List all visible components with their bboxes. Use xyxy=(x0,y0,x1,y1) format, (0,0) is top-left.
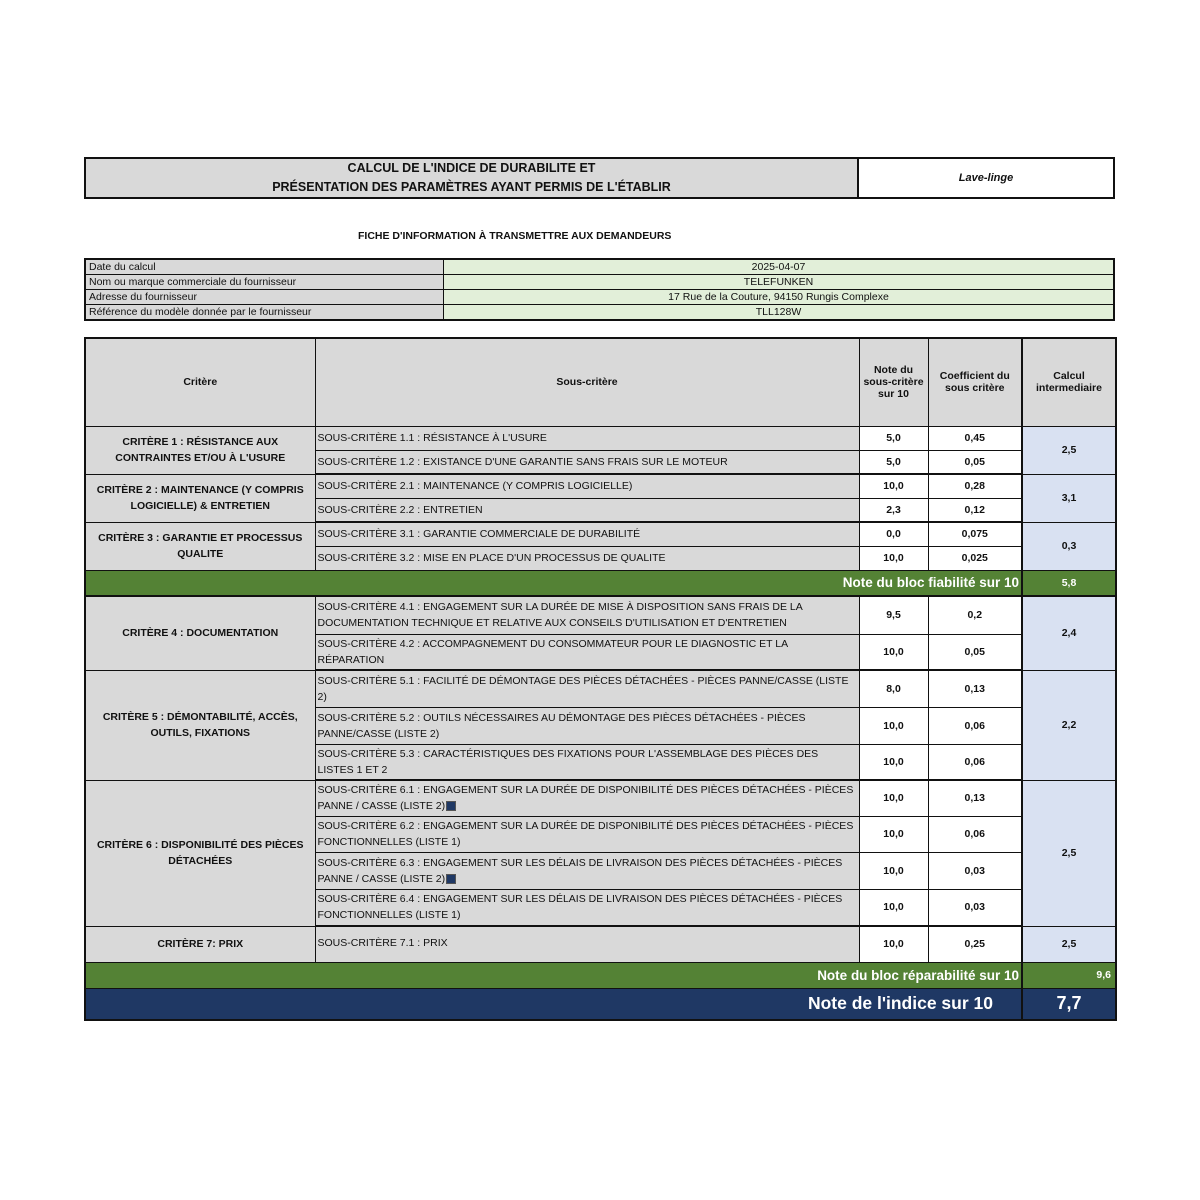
col-header-note: Note du sous-critère sur 10 xyxy=(859,338,928,426)
subcriterion-coef: 0,025 xyxy=(928,546,1022,570)
table-row xyxy=(85,596,1116,634)
criterion-label: CRITÈRE 6 : DISPONIBILITÉ DES PIÈCES DÉTACHÉES xyxy=(85,780,315,926)
col-header-sous-critere: Sous-critère xyxy=(315,338,859,426)
criterion-label: CRITÈRE 1 : RÉSISTANCE AUX CONTRAINTES ET/OU À L'USURE xyxy=(85,426,315,474)
col-header-calc: Calcul intermediaire xyxy=(1022,338,1116,426)
info-label: Adresse du fournisseur xyxy=(85,290,444,305)
subcriterion-coef: 0,28 xyxy=(928,474,1022,498)
subcriterion-coef: 0,45 xyxy=(928,426,1022,450)
info-row xyxy=(85,290,1114,305)
subcriterion-coef: 0,13 xyxy=(928,780,1022,816)
criterion-calc: 2,5 xyxy=(1022,780,1116,926)
subcriterion-coef: 0,03 xyxy=(928,889,1022,926)
subcriterion-note: 2,3 xyxy=(859,498,928,522)
final-score-row xyxy=(85,988,1116,1020)
subcriterion-note: 10,0 xyxy=(859,852,928,889)
embedded-object-icon xyxy=(446,874,456,884)
supplier-info-table xyxy=(84,258,1115,321)
info-row xyxy=(85,259,1114,275)
subcriterion-note: 10,0 xyxy=(859,474,928,498)
subcriterion-coef: 0,06 xyxy=(928,744,1022,780)
table-row xyxy=(85,426,1116,450)
subcriterion-note: 10,0 xyxy=(859,744,928,780)
info-row xyxy=(85,305,1114,321)
subcriterion-label: SOUS-CRITÈRE 6.3 : ENGAGEMENT SUR LES DÉLAIS DE LIVRAISON DES PIÈCES DÉTACHÉES - PIÈCES PANNE / CASSE (LISTE 2) xyxy=(317,856,843,885)
criterion-calc: 2,5 xyxy=(1022,926,1116,962)
subcriterion-note: 8,0 xyxy=(859,670,928,707)
column-header-row xyxy=(85,338,1116,426)
criterion-label: CRITÈRE 2 : MAINTENANCE (Y COMPRIS LOGICIELLE) & ENTRETIEN xyxy=(85,474,315,522)
subcriterion-coef: 0,12 xyxy=(928,498,1022,522)
subcriterion-label: SOUS-CRITÈRE 4.2 : ACCOMPAGNEMENT DU CONSOMMATEUR POUR LE DIAGNOSTIC ET LA RÉPARATION xyxy=(315,634,859,670)
criteria-table xyxy=(84,337,1117,1021)
info-label: Date du calcul xyxy=(85,259,444,275)
subcriterion-note: 10,0 xyxy=(859,546,928,570)
info-value: 2025-04-07 xyxy=(444,259,1115,275)
subcriterion-label: SOUS-CRITÈRE 3.1 : GARANTIE COMMERCIALE DE DURABILITÉ xyxy=(315,522,859,546)
subcriterion-note: 10,0 xyxy=(859,816,928,852)
info-label: Nom ou marque commerciale du fournisseur xyxy=(85,275,444,290)
title-line-2: PRÉSENTATION DES PARAMÈTRES AYANT PERMIS DE L'ÉTABLIR xyxy=(272,180,671,194)
final-score-label: Note de l'indice sur 10 xyxy=(85,988,1022,1020)
criterion-calc: 2,4 xyxy=(1022,596,1116,670)
subcriterion-coef: 0,03 xyxy=(928,852,1022,889)
subcriterion-label: SOUS-CRITÈRE 1.1 : RÉSISTANCE À L'USURE xyxy=(315,426,859,450)
document-header xyxy=(84,157,1115,199)
info-value: TLL128W xyxy=(444,305,1115,321)
subcriterion-note: 10,0 xyxy=(859,634,928,670)
embedded-object-icon xyxy=(446,801,456,811)
subcriterion-note: 0,0 xyxy=(859,522,928,546)
table-row xyxy=(85,474,1116,498)
document-title xyxy=(86,159,859,197)
subcriterion-note: 10,0 xyxy=(859,707,928,744)
block-reparabilite-label: Note du bloc réparabilité sur 10 xyxy=(85,962,1022,988)
subcriterion-coef: 0,25 xyxy=(928,926,1022,962)
criterion-calc: 2,5 xyxy=(1022,426,1116,474)
col-header-coef: Coefficient du sous critère xyxy=(928,338,1022,426)
subtitle: FICHE D'INFORMATION À TRANSMETTRE AUX DEMANDEURS xyxy=(358,230,672,242)
subcriterion-label: SOUS-CRITÈRE 2.2 : ENTRETIEN xyxy=(315,498,859,522)
subcriterion-label: SOUS-CRITÈRE 5.1 : FACILITÉ DE DÉMONTAGE DES PIÈCES DÉTACHÉES - PIÈCES PANNE/CASSE (LISTE 2) xyxy=(315,670,859,707)
info-row xyxy=(85,275,1114,290)
block-fiabilite-label: Note du bloc fiabilité sur 10 xyxy=(85,570,1022,596)
subcriterion-note: 9,5 xyxy=(859,596,928,634)
subcriterion-label: SOUS-CRITÈRE 1.2 : EXISTANCE D'UNE GARANTIE SANS FRAIS SUR LE MOTEUR xyxy=(315,450,859,474)
subcriterion-label: SOUS-CRITÈRE 2.1 : MAINTENANCE (Y COMPRIS LOGICIELLE) xyxy=(315,474,859,498)
subcriterion-note: 5,0 xyxy=(859,426,928,450)
subcriterion-coef: 0,06 xyxy=(928,816,1022,852)
table-row xyxy=(85,522,1116,546)
subcriterion-note: 5,0 xyxy=(859,450,928,474)
block-fiabilite-value: 5,8 xyxy=(1022,570,1116,596)
table-row xyxy=(85,670,1116,707)
info-value: TELEFUNKEN xyxy=(444,275,1115,290)
subcriterion-cell xyxy=(315,780,859,816)
criterion-calc: 0,3 xyxy=(1022,522,1116,570)
subcriterion-label: SOUS-CRITÈRE 4.1 : ENGAGEMENT SUR LA DURÉE DE MISE À DISPOSITION SANS FRAIS DE LA DOCUMENTATION TECHNIQUE ET RELATIVE AUX CONSEILS D'UTILISATION ET D'ENTRETIEN xyxy=(315,596,859,634)
subcriterion-note: 10,0 xyxy=(859,780,928,816)
info-label: Référence du modèle donnée par le fournisseur xyxy=(85,305,444,321)
subcriterion-label: SOUS-CRITÈRE 5.2 : OUTILS NÉCESSAIRES AU DÉMONTAGE DES PIÈCES DÉTACHÉES - PIÈCES PANNE/CASSE (LISTE 2) xyxy=(315,707,859,744)
criterion-label: CRITÈRE 7: PRIX xyxy=(85,926,315,962)
subcriterion-label: SOUS-CRITÈRE 5.3 : CARACTÉRISTIQUES DES FIXATIONS POUR L'ASSEMBLAGE DES PIÈCES DES LISTES 1 ET 2 xyxy=(315,744,859,780)
table-row xyxy=(85,926,1116,962)
subcriterion-label: SOUS-CRITÈRE 7.1 : PRIX xyxy=(315,926,859,962)
subcriterion-coef: 0,2 xyxy=(928,596,1022,634)
criterion-label: CRITÈRE 3 : GARANTIE ET PROCESSUS QUALITE xyxy=(85,522,315,570)
subcriterion-label: SOUS-CRITÈRE 6.1 : ENGAGEMENT SUR LA DURÉE DE DISPONIBILITÉ DES PIÈCES DÉTACHÉES - PIÈCES PANNE / CASSE (LISTE 2) xyxy=(317,784,854,813)
subcriterion-coef: 0,05 xyxy=(928,634,1022,670)
subcriterion-label: SOUS-CRITÈRE 6.4 : ENGAGEMENT SUR LES DÉLAIS DE LIVRAISON DES PIÈCES DÉTACHÉES - PIÈCES FONCTIONNELLES (LISTE 1) xyxy=(315,889,859,926)
subcriterion-label: SOUS-CRITÈRE 6.2 : ENGAGEMENT SUR LA DURÉE DE DISPONIBILITÉ DES PIÈCES DÉTACHÉES - PIÈCES FONCTIONNELLES (LISTE 1) xyxy=(315,816,859,852)
info-value: 17 Rue de la Couture, 94150 Rungis Complexe xyxy=(444,290,1115,305)
criterion-label: CRITÈRE 4 : DOCUMENTATION xyxy=(85,596,315,670)
block-fiabilite-row xyxy=(85,570,1116,596)
subcriterion-note: 10,0 xyxy=(859,889,928,926)
subcriterion-cell xyxy=(315,852,859,889)
title-line-1: CALCUL DE L'INDICE DE DURABILITE ET xyxy=(347,161,596,175)
col-header-critere: Critère xyxy=(85,338,315,426)
criterion-calc: 2,2 xyxy=(1022,670,1116,780)
subcriterion-coef: 0,06 xyxy=(928,707,1022,744)
criterion-label: CRITÈRE 5 : DÉMONTABILITÉ, ACCÈS, OUTILS, FIXATIONS xyxy=(85,670,315,780)
subcriterion-note: 10,0 xyxy=(859,926,928,962)
final-score-value: 7,7 xyxy=(1022,988,1116,1020)
subcriterion-coef: 0,13 xyxy=(928,670,1022,707)
subcriterion-label: SOUS-CRITÈRE 3.2 : MISE EN PLACE D'UN PROCESSUS DE QUALITE xyxy=(315,546,859,570)
subcriterion-coef: 0,075 xyxy=(928,522,1022,546)
product-type: Lave-linge xyxy=(958,172,1014,184)
block-reparabilite-row xyxy=(85,962,1116,988)
block-reparabilite-value: 9,6 xyxy=(1022,962,1116,988)
table-row xyxy=(85,780,1116,816)
subcriterion-coef: 0,05 xyxy=(928,450,1022,474)
criterion-calc: 3,1 xyxy=(1022,474,1116,522)
